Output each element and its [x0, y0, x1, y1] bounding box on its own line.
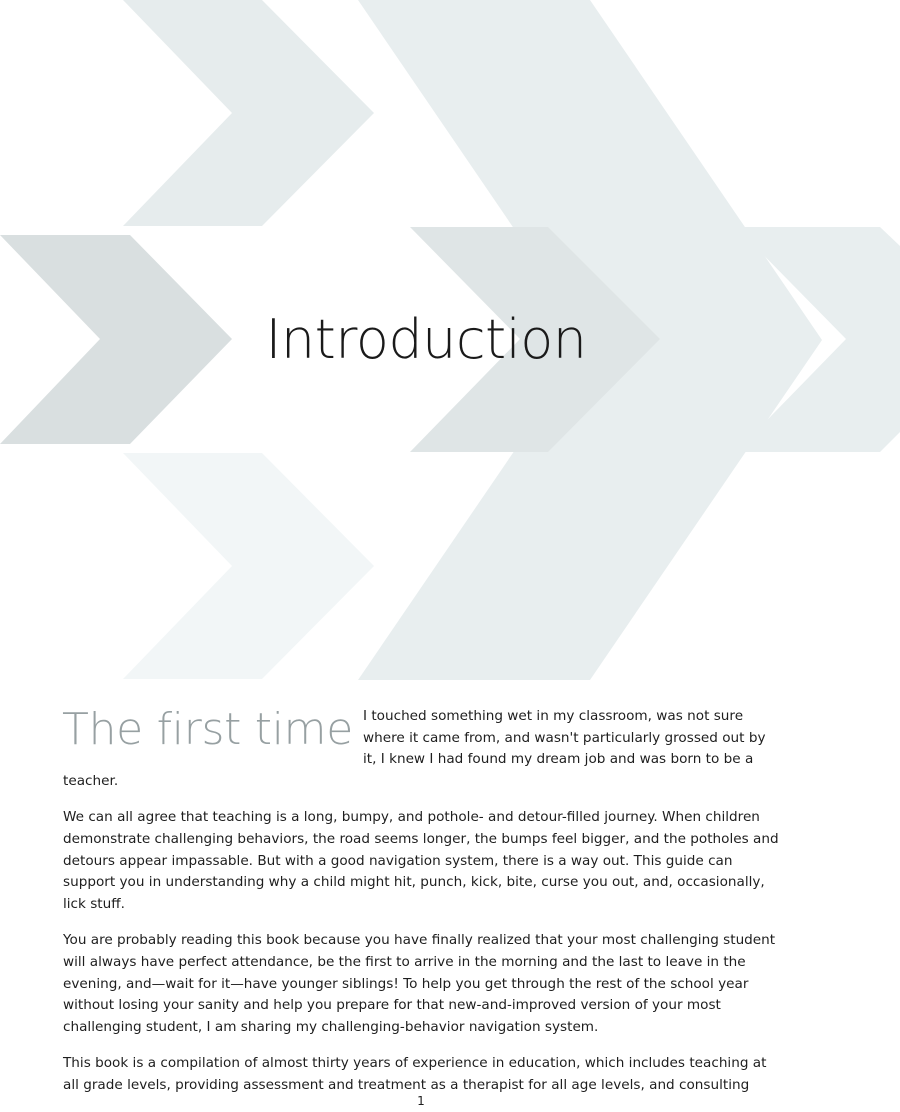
first-paragraph	[63, 706, 779, 792]
paragraph: You are probably reading this book because you have finally realized that your most challenging student will always have perfect attendance, be the first to arrive in the morning and the last to leave in the evening, and—wait for it—have younger siblings! To help you get through the rest of the school year without losing your sanity and help you prepare for that new-and-improved version of your most challenging student, I am sharing my challenging-behavior navigation system.	[63, 932, 776, 1035]
paragraph: This book is a compilation of almost thirty years of experience in education, which includes teaching at all grade levels, providing assessment and treatment as a therapist for all age levels, and consulting	[63, 1055, 767, 1093]
first-paragraph-text: I touched something wet in my classroom, was not sure where it came from, and wasn't particularly grossed out by it, I knew I had found my dream job and was born to be a teacher.	[63, 708, 766, 789]
chapter-title: Introduction	[265, 308, 587, 371]
chevron-top	[123, 0, 374, 226]
paragraph: We can all agree that teaching is a long, bumpy, and pothole- and detour-filled journey. When children demonstrate challenging behaviors, the road seems longer, the bumps feel bigger, and the potholes and detours appear impassable. But with a good navigation system, there is a way out. This guide can support you in understanding why a child might hit, punch, kick, bite, curse you out, and, occasionally, lick stuff.	[63, 809, 779, 912]
lead-in-heading: The first time	[62, 704, 353, 755]
body-text	[63, 706, 779, 1112]
chevron-bottom	[123, 453, 374, 679]
page-number: 1	[417, 1094, 425, 1108]
